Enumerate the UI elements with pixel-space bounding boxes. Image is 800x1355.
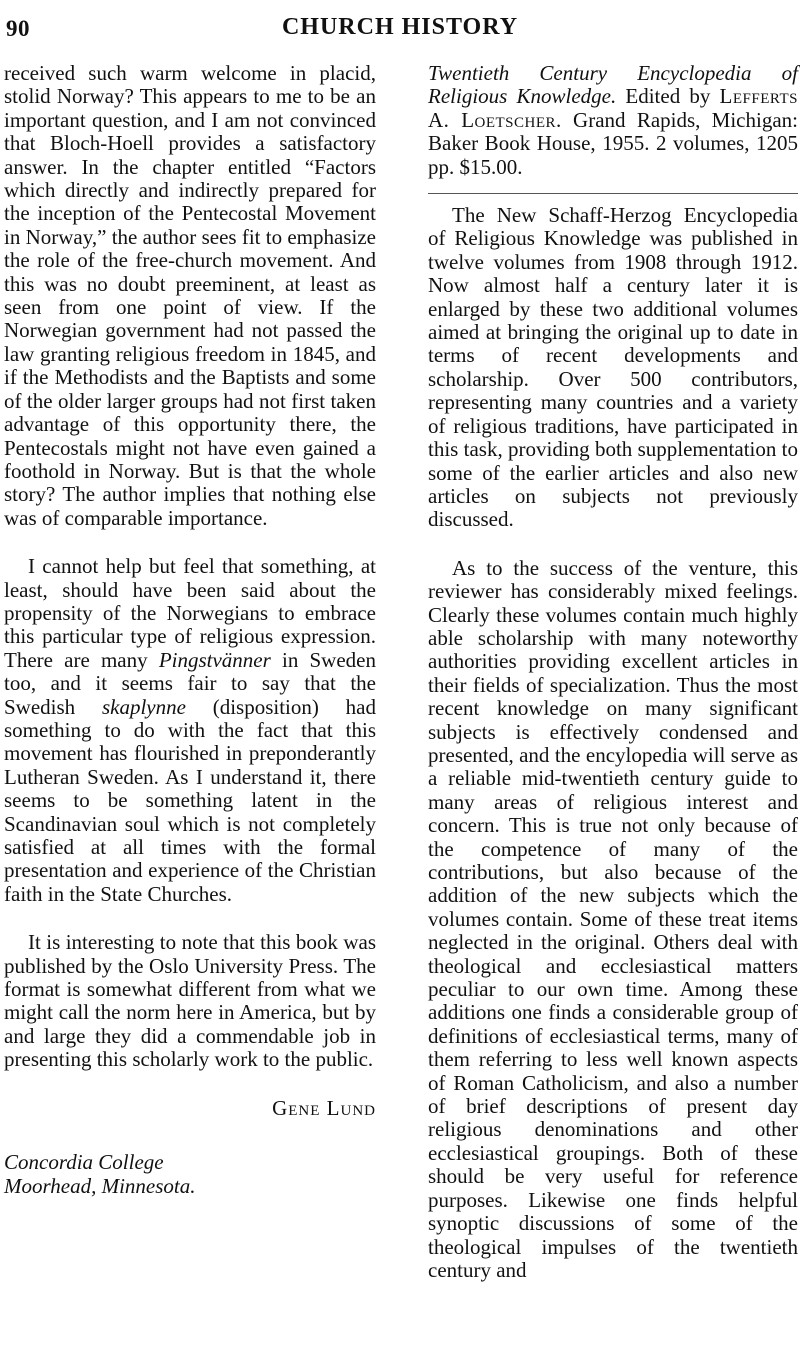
italic-term: skaplynne [101,694,186,719]
affiliation-institution: Concordia College [4,1150,164,1175]
book-edited-by: Edited by [616,84,720,109]
text-run: I cannot help but feel that something, at least, should have been said about the propensity of the Norwegians to embrace this particular type of religious expression. There are many [4,554,376,672]
paragraph: It is interesting to note that this book was published by the Oslo University Press. The format is somewhat different from what we might call the norm here in America, but by and large they did a commendable job in presenting this scholarly work to the public. [4,930,376,1072]
italic-term: Pingstvänner [158,647,271,672]
book-title: Twentieth Century Encyclopedia of Religious Knowledge. [428,61,798,109]
book-details: Grand Rapids, Michigan: Baker Book House, 1955. 2 volumes, 1205 pp. $15.00. [428,107,798,179]
reviewer-affiliation [4,1150,376,1198]
page-number: 90 [6,16,30,41]
book-citation [428,62,798,179]
page-header [0,14,800,50]
left-column [4,62,376,1198]
running-head: CHURCH HISTORY [281,14,519,40]
paragraph [4,555,376,906]
paragraph: The New Schaff-Herzog Encyclopedia of Religious Knowledge was published in twelve volumes from 1908 through 1912. Now almost half a century later it is enlarged by these two additional volumes aimed at bringing the original up to date in terms of recent developments and scholarship. Over 500 contributors, representing many countries and a variety of religious traditions, have participated in this task, providing both supplementation to some of the earlier articles and also new articles on subjects not previously discussed. [428,203,798,532]
paragraph: As to the success of the venture, this reviewer has considerably mixed feelings. Clearly these volumes contain much highly able scholarship with many noteworthy authorities providing excellent articles in their fields of specialization. Thus the most recent knowledge on many significant subjects is effectively condensed and presented, and the encylopedia will serve as a reliable mid-twentieth century guide to many areas of religious interest and concern. This is true not only because of the competence of many of the contributions, but also because of the addition of the new subjects which the volumes contain. Some of these treat items neglected in the original. Others deal with theological and ecclesiastical matters peculiar to our own time. Among these additions one finds a considerable group of definitions of ecclesiastical terms, many of them referring to less well known aspects of Roman Catholicism, and also a number of brief descriptions of present day religious denominations and other ecclesiastical groupings. Both of these should be very useful for reference purposes. Likewise one finds helpful synoptic discussions of some of the theological impulses of the twentieth century and [428,555,798,1282]
right-column [428,62,798,1307]
reviewer-signature: Gene Lund [272,1095,376,1120]
paragraph: received such warm welcome in placid, stolid Norway? This appears to me to be an important question, and I am not convinced that Bloch-Hoell provides a satisfactory answer. In the chapter entitled “Factors which directly and indirectly prepared for the inception of the Pentecostal Movement in Norway,” the author sees fit to emphasize the role of the free-church movement. And this was no doubt preeminent, at least as seen from one point of view. If the Norwegian government had not passed the law granting religious freedom in 1845, and if the Methodists and the Baptists and some of the older larger groups had not first taken advantage of this opportunity there, the Pentecostals might not have even gained a foothold in Norway. But is that the whole story? The author implies that nothing else was of comparable importance. [4,61,376,530]
book-editor: Lefferts A. Loetscher. [428,84,798,132]
text-run: in Sweden too, and it seems fair to say that the Swedish [4,647,376,719]
text-run: (disposition) had something to do with the fact that this movement has flourished in preponderantly Lutheran Sweden. As I understand it, there seems to be something latent in the Scandinavian soul which is not completely satisfied at all times with the formal presentation and experience of the Christian faith in the State Churches. [4,694,376,906]
divider [428,193,798,194]
affiliation-location: Moorhead, Minnesota. [4,1174,196,1199]
